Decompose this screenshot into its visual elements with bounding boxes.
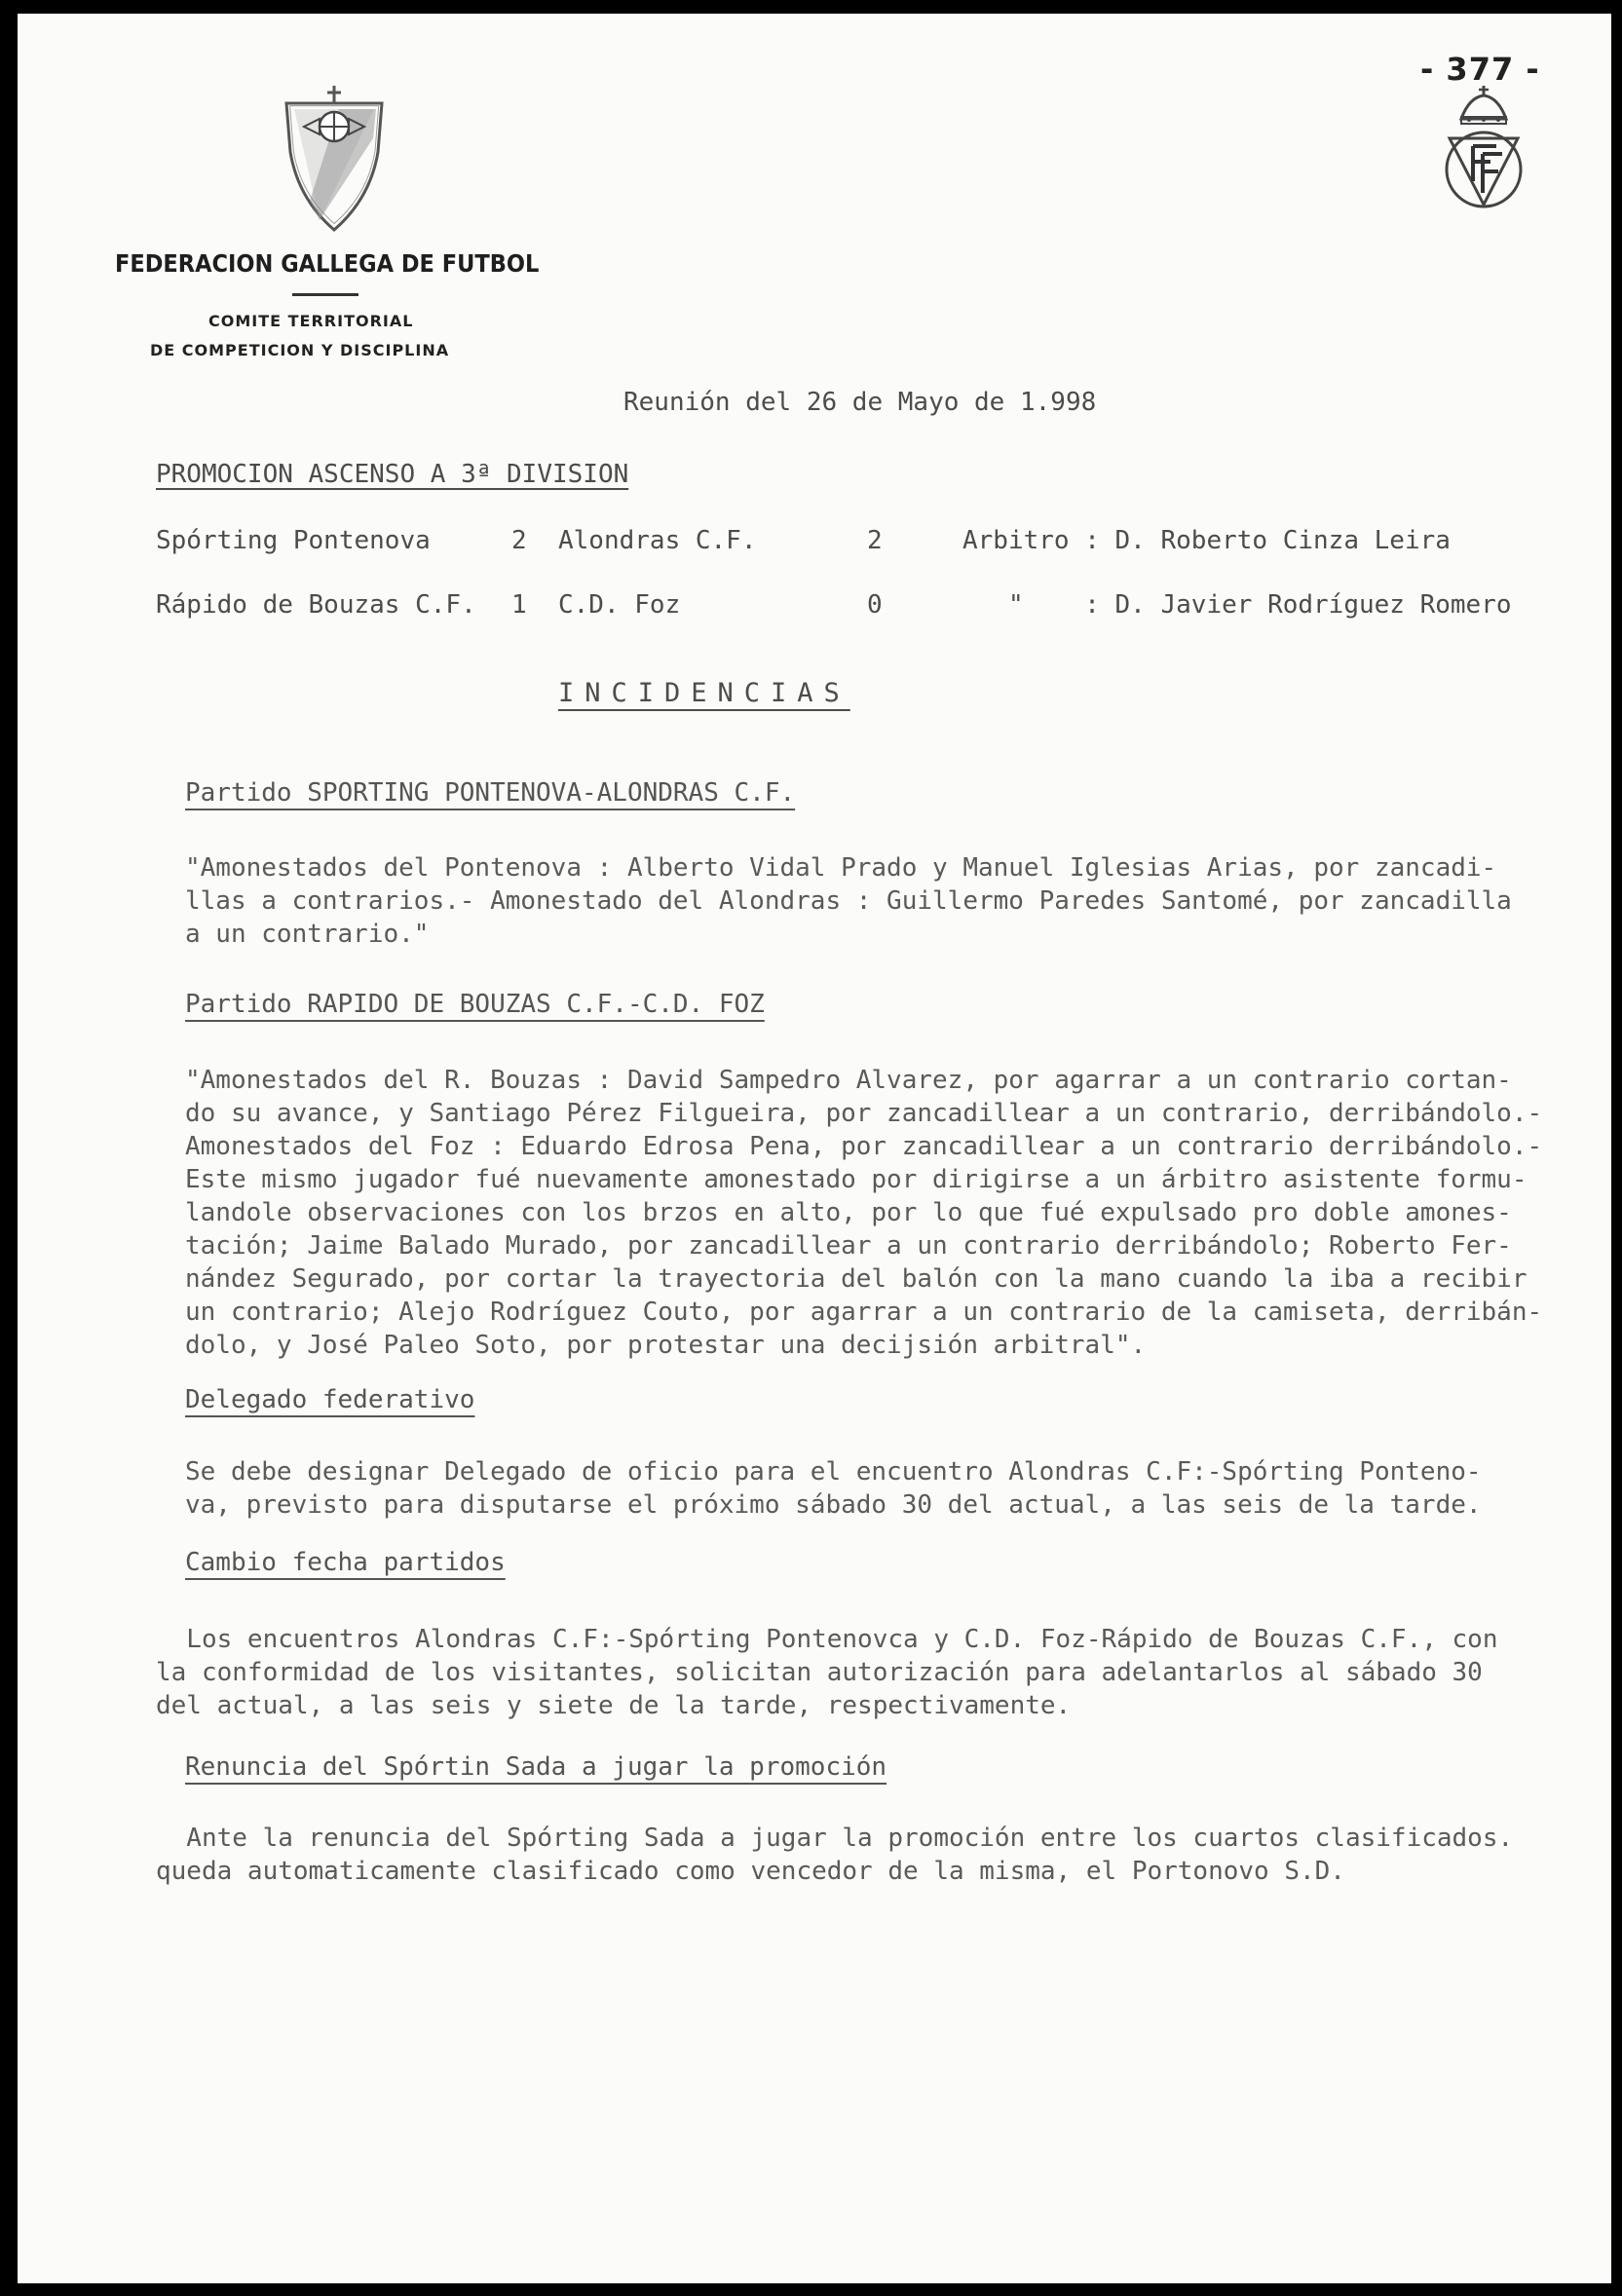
section-body: Se debe designar Delegado de oficio para el encuentro Alondras C.F:-Spórting Ponteno- va, previsto para disputarse el próximo sábado 30 del actual, a las seis de la tarde. [185, 1457, 1482, 1520]
match-2-home-team: Rápido de Bouzas C.F. [156, 590, 476, 620]
section-body: Ante la renuncia del Spórting Sada a jugar la promoción entre los cuartos clasificados. queda automaticamente clasificado como vencedor de la misma, el Portonovo S.D. [156, 1824, 1514, 1886]
match-1-home-score: 2 [511, 526, 527, 555]
match-1-referee: Arbitro : D. Roberto Cinza Leira [962, 526, 1451, 555]
section-body: "Amonestados del Pontenova : Alberto Vidal Prado y Manuel Iglesias Arias, por zancadi- llas a contrarios.- Amonestado del Alondras : Guillermo Paredes Santomé, por zancadilla a un contrario." [185, 853, 1512, 949]
match-1-away-score: 2 [867, 526, 883, 555]
match-2-away-score: 0 [867, 590, 883, 620]
document-page [18, 14, 1611, 2283]
match-2-away-team: C.D. Foz [558, 590, 681, 620]
section-heading: Partido RAPIDO DE BOUZAS C.F.-C.D. FOZ [185, 990, 765, 1019]
match-1-away-team: Alondras C.F. [558, 526, 757, 555]
section-heading: Cambio fecha partidos [185, 1548, 506, 1577]
match-2-referee: " : D. Javier Rodríguez Romero [962, 590, 1512, 620]
committee-line-2: DE COMPETICION Y DISCIPLINA [150, 341, 450, 359]
section-heading: Partido SPORTING PONTENOVA-ALONDRAS C.F. [185, 778, 796, 808]
header-divider [292, 293, 358, 296]
section-title: PROMOCION ASCENSO A 3ª DIVISION [156, 460, 629, 489]
match-2-home-score: 1 [511, 590, 527, 620]
committee-line-1: COMITE TERRITORIAL [208, 312, 414, 330]
section-body: "Amonestados del R. Bouzas : David Sampedro Alvarez, por agarrar a un contrario cortan- do su avance, y Santiago Pérez Filgueira, por zancadillear a un contrario, derribándolo.- Amonestados del Foz : Eduardo Edrosa Pena, por zancadillear a un contrario derribándolo.- Este mismo jugador fué nuevamente amonestado por dirigirse a un árbitro asistente formu- landole observaciones con los brzos en alto, por lo que fué expulsado pro doble amones- tación; Jaime Balado Murado, por zancadillear a un contrario derribándolo; Roberto Fer- nández Segurado, por cortar la trayectoria del balón con la mano cuando la iba a recibir un contrario; Alejo Rodríguez Couto, por agarrar a un contrario de la camiseta, derribán- dolo, y José Paleo Soto, por protestar una decijsión arbitral". [185, 1066, 1543, 1360]
royal-federation-crest-icon [1440, 84, 1528, 210]
incidencias-heading: INCIDENCIAS [558, 678, 850, 708]
page-number: - 377 - [1420, 51, 1540, 88]
match-1-home-team: Spórting Pontenova [156, 526, 431, 555]
meeting-date: Reunión del 26 de Mayo de 1.998 [623, 388, 1097, 417]
federation-crest-icon [281, 84, 388, 232]
organization-name: FEDERACION GALLEGA DE FUTBOL [115, 249, 540, 278]
section-heading: Delegado federativo [185, 1385, 475, 1414]
section-heading: Renuncia del Spórtin Sada a jugar la promoción [185, 1752, 887, 1782]
section-body: Los encuentros Alondras C.F:-Spórting Pontenovca y C.D. Foz-Rápido de Bouzas C.F., con la conformidad de los visitantes, solicitan autorización para adelantarlos al sábado 30 del actual, a las seis y siete de la tarde, respectivamente. [156, 1625, 1498, 1720]
